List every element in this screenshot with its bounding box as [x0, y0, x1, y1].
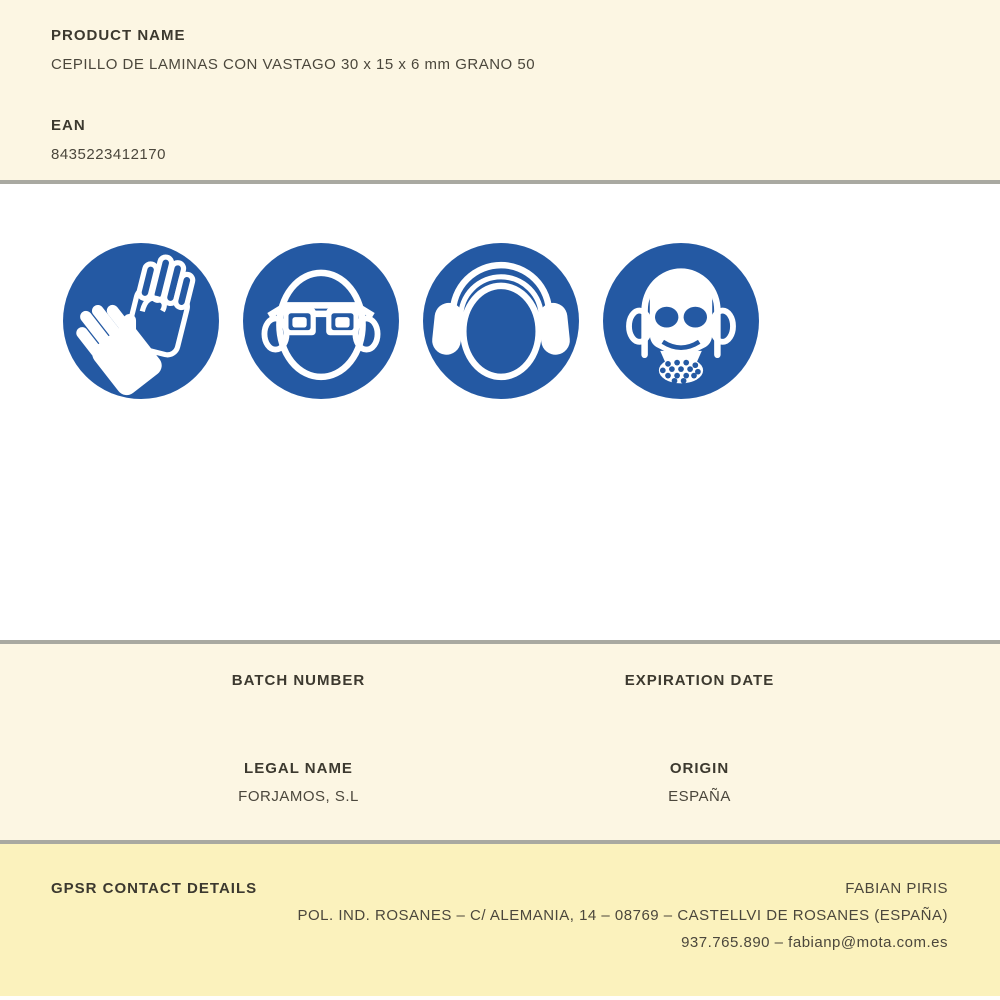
contact-row-1: [51, 880, 948, 898]
origin-value: ESPAÑA: [668, 788, 731, 805]
safety-icons-row: [0, 184, 1000, 399]
info-section: [0, 640, 1000, 840]
legal-name-label: LEGAL NAME: [244, 760, 353, 777]
ean-label: EAN: [51, 117, 86, 134]
product-name-value: CEPILLO DE LAMINAS CON VASTAGO 30 x 15 x 6 mm GRANO 50: [51, 56, 536, 73]
eye-protection-icon: [243, 243, 399, 399]
safety-icons-section: [0, 184, 1000, 640]
product-name-label: PRODUCT NAME: [51, 27, 186, 44]
gpsr-contact-label: GPSR CONTACT DETAILS: [51, 880, 258, 897]
protective-gloves-icon: [63, 243, 219, 399]
info-row-1: [98, 672, 900, 690]
respiratory-protection-icon: [603, 243, 759, 399]
contact-address: POL. IND. ROSANES – C/ ALEMANIA, 14 – 08769 – CASTELLVI DE ROSANES (ESPAÑA): [297, 907, 948, 924]
ear-protection-icon: [423, 243, 579, 399]
legal-name-value: FORJAMOS, S.L: [238, 788, 359, 805]
contact-person-name: FABIAN PIRIS: [845, 880, 948, 897]
expiration-date-label: EXPIRATION DATE: [624, 672, 775, 689]
contact-phone-email: 937.765.890 – fabianp@mota.com.es: [681, 934, 948, 951]
product-section: [0, 0, 1000, 184]
origin-block: [499, 760, 900, 806]
batch-number-label: BATCH NUMBER: [231, 672, 366, 689]
legal-name-block: [98, 760, 499, 806]
info-row-2: [98, 760, 900, 806]
gpsr-contact-section: [0, 840, 1000, 996]
ean-value: 8435223412170: [51, 146, 166, 163]
origin-label: ORIGIN: [669, 760, 730, 777]
